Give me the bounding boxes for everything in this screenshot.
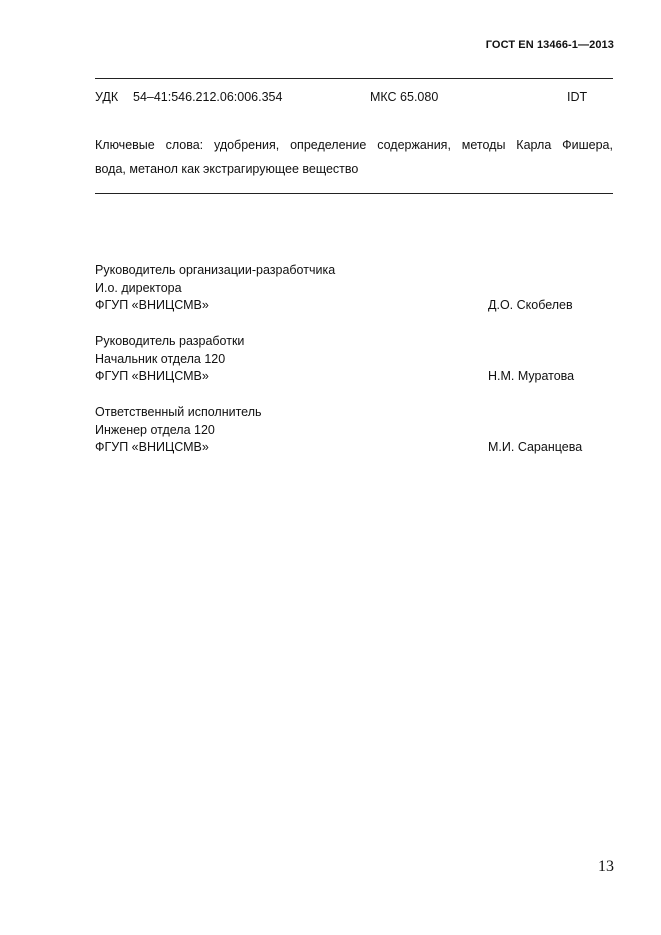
signature-organization: ФГУП «ВНИЦСМВ» <box>95 440 209 454</box>
signature-name: Н.М. Муратова <box>488 369 575 383</box>
signature-org-row <box>95 439 613 457</box>
classification-row <box>95 90 613 106</box>
udk-value: 54–41:546.212.06:006.354 <box>133 90 283 104</box>
signature-position: И.о. директора <box>95 280 182 295</box>
signature-org-row <box>95 297 613 315</box>
udk-label: УДК <box>95 90 119 104</box>
signature-name: М.И. Саранцева <box>488 440 583 454</box>
signature-position: Инженер отдела 120 <box>95 422 215 437</box>
bottom-divider <box>95 193 613 194</box>
signature-block-lead <box>95 333 613 386</box>
signature-role: Ответственный исполнитель <box>95 405 262 419</box>
signature-name: Д.О. Скобелев <box>488 298 573 312</box>
keywords-paragraph <box>95 133 613 181</box>
document-code: ГОСТ EN 13466-1—2013 <box>485 39 614 51</box>
page-number: 13 <box>598 858 614 875</box>
top-divider <box>95 78 613 79</box>
signature-org-row <box>95 368 613 386</box>
signature-organization: ФГУП «ВНИЦСМВ» <box>95 369 209 383</box>
mks-code: МКС 65.080 <box>370 90 439 104</box>
keywords-line-2: вода, метанол как экстрагирующее вещество <box>95 162 359 176</box>
signature-role: Руководитель разработки <box>95 334 245 348</box>
signature-role: Руководитель организации-разработчика <box>95 263 336 277</box>
signature-position: Начальник отдела 120 <box>95 351 226 366</box>
idt-label: IDT <box>567 90 588 104</box>
signature-block-executor <box>95 404 613 457</box>
signature-block-head <box>95 262 613 315</box>
keywords-line-1: Ключевые слова: удобрения, определение содержания, методы Карла Фишера, <box>95 138 613 152</box>
signature-organization: ФГУП «ВНИЦСМВ» <box>95 298 209 312</box>
